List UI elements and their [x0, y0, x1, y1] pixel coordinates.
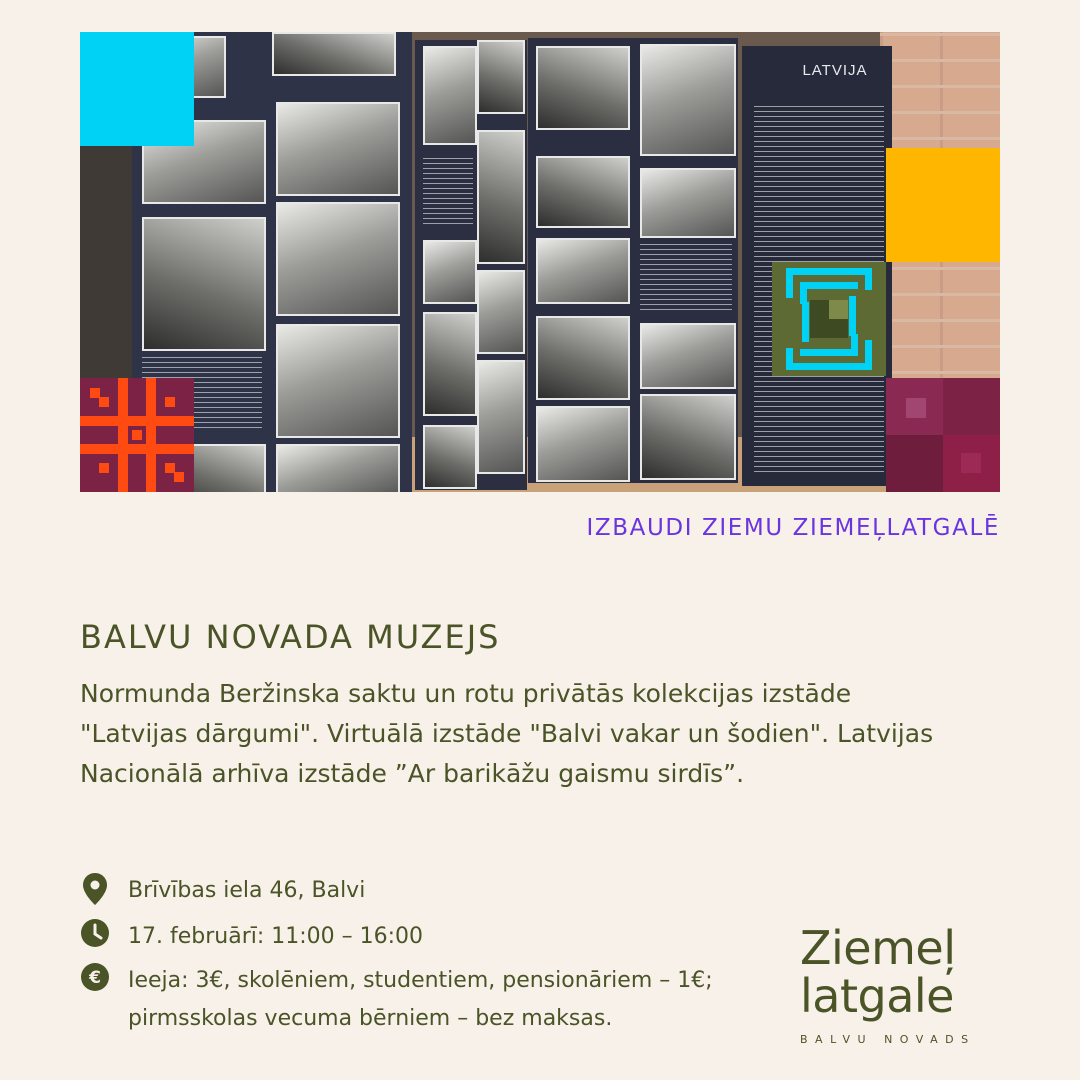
address-row	[80, 872, 365, 910]
price-row	[80, 962, 770, 1038]
time-row	[80, 918, 423, 956]
decor-red-pattern	[80, 378, 194, 492]
tagline: IZBAUDI ZIEMU ZIEMEĻLATGALĒ	[586, 515, 1000, 541]
time-text: 17. februārī: 11:00 – 16:00	[128, 924, 424, 949]
euro-icon	[80, 962, 110, 992]
exhibit-panel-3	[528, 38, 738, 483]
location-pin-icon	[80, 872, 110, 902]
price-text: Ieeja: 3€, skolēniem, studentiem, pensionāriem – 1€; pirmsskolas vecuma bērniem – bez maksas.	[128, 968, 713, 1031]
address-text: Brīvības iela 46, Balvi	[128, 878, 366, 903]
logo-line-2: latgale	[800, 969, 954, 1023]
logo-line-1: Ziemeļ	[800, 921, 956, 975]
svg-text:€: €	[89, 968, 101, 988]
decor-olive-pattern	[772, 262, 886, 376]
page-title: BALVU NOVADA MUZEJS	[80, 618, 501, 656]
clock-icon	[80, 918, 110, 948]
event-description: Normunda Beržinska saktu un rotu privātās kolekcijas izstāde "Latvijas dārgumi". Virtuālā izstāde "Balvi vakar un šodien". Latvijas Nacionālā arhīva izstāde ”Ar barikāžu gaismu sirdīs”.	[80, 679, 934, 788]
logo-subtitle: BALVU NOVADS	[800, 1033, 976, 1046]
panel-heading: LATVIJA	[802, 62, 868, 79]
exhibit-panel-2	[415, 40, 527, 490]
ziemellatgale-logo	[800, 921, 1000, 1046]
decor-yellow-square	[886, 148, 1000, 262]
decor-maroon-pattern	[886, 378, 1000, 492]
decor-cyan-square	[80, 32, 194, 146]
